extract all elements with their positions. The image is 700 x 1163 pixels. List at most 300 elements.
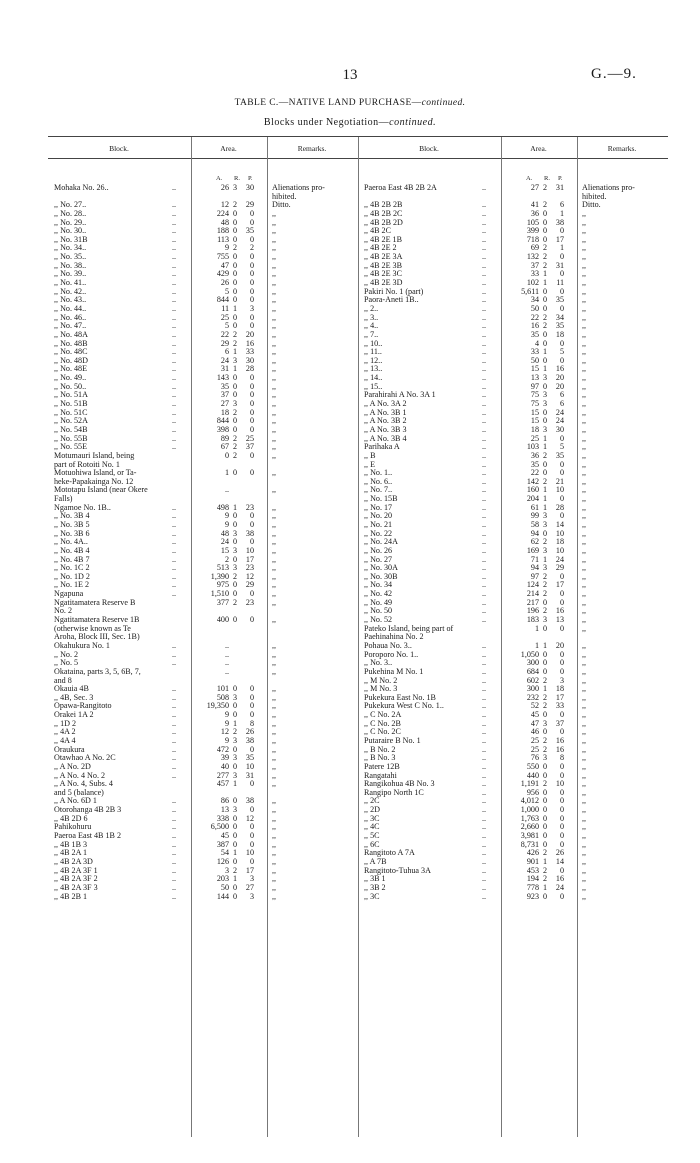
area-roods: 3	[232, 528, 238, 538]
block-name: ,, No. 55E	[54, 442, 88, 452]
area-acres: 33	[530, 347, 539, 357]
area-acres: 62	[530, 537, 539, 547]
area-perches: 30	[555, 424, 564, 434]
table-row	[358, 530, 668, 539]
remarks: ,,	[272, 537, 277, 547]
block-name: ,, B	[364, 450, 376, 460]
remarks: ,,	[582, 684, 587, 694]
leader-dots: ..	[172, 563, 177, 573]
area-acres: 22	[530, 468, 539, 478]
area-acres: 1,050	[520, 649, 539, 659]
block-name: ,, No. 26	[364, 545, 393, 555]
leader-dots: ..	[482, 269, 487, 279]
remarks: ,,	[272, 813, 277, 823]
block-name: ,, No. 38..	[54, 260, 87, 270]
area-roods: 0	[232, 796, 238, 806]
area-roods: 1	[542, 684, 548, 694]
remarks: ,,	[272, 658, 277, 668]
area-roods: 3	[542, 424, 548, 434]
remarks: ,,	[272, 364, 277, 374]
table-row	[48, 305, 358, 314]
remarks: ,,	[582, 312, 587, 322]
block-name: ,, No. 48D	[54, 355, 88, 365]
area-roods: 1	[542, 856, 548, 866]
area-roods: 2	[232, 597, 238, 607]
area-acres: 35	[220, 381, 229, 391]
block-name: Poroporo No. 1..	[364, 649, 419, 659]
remarks: ,,	[272, 312, 277, 322]
block-name: part of Rotoiti No. 1	[54, 459, 120, 469]
unit-a: A.	[526, 175, 533, 182]
remarks: ,,	[582, 589, 587, 599]
area-acres: 15	[530, 416, 539, 426]
remarks: ,,	[582, 217, 587, 227]
area-perches: 0	[249, 537, 254, 547]
table-row	[48, 547, 358, 556]
block-name: ,, 14..	[364, 373, 383, 383]
area-roods: 3	[542, 390, 548, 400]
block-name: ,, No. 1D 2	[54, 571, 90, 581]
area-acres: 105	[526, 217, 539, 227]
area-perches: 8	[559, 753, 564, 763]
area-acres: 12	[220, 200, 229, 210]
leader-dots: ..	[172, 589, 177, 599]
area-roods: 0	[232, 822, 238, 832]
table-row	[358, 702, 668, 711]
area-acres: 11	[221, 303, 229, 313]
area-acres: 132	[526, 252, 539, 262]
table-row	[358, 253, 668, 262]
leader-dots: ..	[482, 718, 487, 728]
area-perches: 34	[555, 312, 564, 322]
area-perches: 0	[249, 468, 254, 478]
right-remarks-header: Remarks.	[607, 144, 637, 153]
area-roods: 0	[542, 329, 548, 339]
remarks: ,,	[582, 882, 587, 892]
remarks: ,,	[582, 640, 587, 650]
remarks: ,,	[582, 770, 587, 780]
remarks: ,,	[582, 666, 587, 676]
area-roods: 2	[542, 692, 548, 702]
area-roods: 3	[232, 770, 238, 780]
area-roods: 3	[232, 805, 238, 815]
remarks: ,,	[582, 502, 587, 512]
area-roods: 0	[232, 537, 238, 547]
remarks: ,,	[272, 424, 277, 434]
area-acres: 844	[216, 416, 229, 426]
area-roods: 1	[232, 347, 238, 357]
area-acres: ..	[224, 640, 229, 650]
remarks: ,,	[272, 563, 277, 573]
area-roods: 3	[542, 545, 548, 555]
area-roods: 0	[542, 217, 548, 227]
area-perches: 6	[559, 390, 564, 400]
block-name: Rangitoto-Tuhua 3A	[364, 865, 431, 875]
table-row	[48, 357, 358, 366]
table-row	[48, 538, 358, 547]
area-roods: 0	[232, 468, 238, 478]
area-perches: 11	[556, 278, 564, 288]
table-row	[48, 512, 358, 521]
area-perches: 38	[245, 528, 254, 538]
area-acres: 718	[526, 234, 539, 244]
leader-dots: ..	[172, 727, 177, 737]
area-roods: 0	[542, 831, 548, 841]
area-acres: 214	[526, 589, 539, 599]
area-acres: 13	[530, 373, 539, 383]
area-acres: 472	[216, 744, 229, 754]
block-name: Opawa-Rangitoto	[54, 701, 112, 711]
area-perches: 0	[559, 865, 564, 875]
area-acres: 429	[216, 269, 229, 279]
leader-dots: ..	[482, 537, 487, 547]
area-acres: 224	[216, 208, 229, 218]
block-name: ,, 4A 4	[54, 736, 76, 745]
table-row	[48, 227, 358, 236]
block-name: Otorohanga 4B 2B 3	[54, 805, 122, 815]
area-roods: 0	[232, 278, 238, 288]
block-name: ,, No. 50	[364, 606, 393, 616]
area-roods: 0	[542, 666, 548, 676]
remarks: ,,	[272, 856, 277, 866]
area-roods: 2	[542, 675, 548, 685]
block-name: Putaraire B No. 1	[364, 736, 421, 745]
area-perches: 0	[559, 796, 564, 806]
leader-dots: ..	[482, 338, 487, 348]
leader-dots: ..	[172, 399, 177, 409]
area-roods: 0	[542, 787, 548, 797]
area-acres: 34	[530, 295, 539, 305]
leader-dots: ..	[482, 364, 487, 374]
block-name: Pukekura West C No. 1..	[364, 701, 444, 711]
block-name: ,, A No. 3B 1	[364, 407, 407, 417]
area-roods: 3	[232, 545, 238, 555]
table-title-continued: continued.	[421, 98, 466, 108]
block-name: Parihaka A	[364, 442, 400, 452]
area-acres: 684	[526, 666, 539, 676]
area-perches: 0	[559, 839, 564, 849]
leader-dots: ..	[482, 796, 487, 806]
leader-dots: ..	[172, 736, 177, 745]
area-perches: 24	[555, 407, 564, 417]
area-acres: 453	[526, 865, 539, 875]
area-acres: 9	[224, 710, 229, 720]
leader-dots: ..	[172, 692, 177, 702]
leader-dots: ..	[172, 848, 177, 858]
area-perches: 0	[249, 839, 254, 849]
area-perches: 0	[249, 278, 254, 288]
area-acres: 194	[526, 874, 539, 884]
leader-dots: ..	[482, 442, 487, 452]
unit-a: A.	[216, 175, 223, 182]
table-row	[358, 884, 668, 893]
area-perches: 0	[249, 511, 254, 521]
area-perches: 0	[249, 684, 254, 694]
area-roods: 1	[542, 494, 548, 504]
table-row	[358, 651, 668, 660]
remarks: ,,	[272, 649, 277, 659]
area-roods: 1	[232, 779, 238, 789]
area-perches: 25	[245, 433, 254, 443]
block-name: ,, A No. 2D	[54, 761, 91, 771]
leader-dots: ..	[172, 338, 177, 348]
area-roods: 3	[232, 355, 238, 365]
block-name: ,, No. 51A	[54, 390, 88, 400]
area-roods: 0	[232, 554, 238, 564]
area-acres: 6,500	[210, 822, 229, 832]
area-roods: 3	[542, 718, 548, 728]
block-name: ,, 12..	[364, 355, 383, 365]
remarks: ,,	[272, 597, 277, 607]
area-roods: 0	[542, 381, 548, 391]
remarks: ,,	[272, 831, 277, 841]
leader-dots: ..	[172, 373, 177, 383]
area-perches: 18	[555, 684, 564, 694]
table-row	[358, 201, 668, 210]
area-roods: 3	[232, 692, 238, 702]
area-acres: 35	[530, 329, 539, 339]
table-row	[48, 754, 358, 763]
area-roods: 1	[542, 882, 548, 892]
block-name: Okataina, parts 3, 5, 6B, 7,	[54, 666, 141, 676]
area-perches: 12	[245, 571, 254, 581]
remarks: hibited.	[272, 191, 297, 201]
remarks: ,,	[582, 796, 587, 806]
table-row	[48, 521, 358, 530]
area-acres: 47	[530, 718, 539, 728]
remarks: ,,	[582, 848, 587, 858]
block-name: ,, 1D 2	[54, 718, 77, 728]
area-acres: 1,510	[210, 589, 229, 599]
area-acres: 143	[216, 373, 229, 383]
area-roods: 0	[232, 226, 238, 236]
area-perches: 0	[559, 494, 564, 504]
area-perches: 0	[249, 407, 254, 417]
table-row	[358, 547, 668, 556]
table-row	[48, 262, 358, 271]
table-row	[358, 875, 668, 884]
area-roods: 0	[232, 312, 238, 322]
area-perches: 0	[249, 856, 254, 866]
area-acres: 377	[216, 597, 229, 607]
area-perches: 33	[245, 347, 254, 357]
area-perches: 0	[249, 615, 254, 625]
leader-dots: ..	[172, 295, 177, 305]
leader-dots: ..	[482, 761, 487, 771]
leader-dots: ..	[482, 416, 487, 426]
remarks: ,,	[272, 450, 277, 460]
block-name: Okauia 4B	[54, 684, 89, 694]
area-perches: 16	[245, 338, 254, 348]
leader-dots: ..	[482, 571, 487, 581]
remarks: ,,	[272, 796, 277, 806]
block-name: ,, A No. 4 No. 2	[54, 770, 106, 780]
block-name: ,, 4B 2E 1B	[364, 234, 402, 244]
right-block-header: Block.	[419, 144, 439, 153]
area-acres: 6	[224, 347, 229, 357]
area-perches: 16	[555, 606, 564, 616]
area-roods: 2	[542, 779, 548, 789]
block-name: Okahukura No. 1	[54, 640, 110, 650]
area-roods: 2	[232, 433, 238, 443]
leader-dots: ..	[482, 865, 487, 875]
remarks: ,,	[272, 882, 277, 892]
area-acres: 94	[530, 528, 539, 538]
area-perches: 0	[249, 822, 254, 832]
leader-dots: ..	[172, 684, 177, 694]
area-perches: 0	[249, 234, 254, 244]
area-roods: 0	[232, 831, 238, 841]
remarks: ,,	[582, 450, 587, 460]
leader-dots: ..	[172, 865, 177, 875]
area-perches: 23	[245, 563, 254, 573]
area-roods: 0	[232, 286, 238, 296]
area-acres: 399	[526, 226, 539, 236]
area-roods: 2	[542, 537, 548, 547]
area-acres: 25	[530, 744, 539, 754]
area-acres: 13	[220, 805, 229, 815]
leader-dots: ..	[482, 822, 487, 832]
area-roods: 3	[232, 753, 238, 763]
area-perches: 0	[559, 761, 564, 771]
leader-dots: ..	[482, 658, 487, 668]
leader-dots: ..	[172, 874, 177, 884]
block-name: Parahirahi A No. 3A 1	[364, 390, 436, 400]
area-perches: 0	[559, 597, 564, 607]
table-row	[358, 538, 668, 547]
block-name: Ngatitamatera Reserve 1B	[54, 615, 140, 625]
remarks: ,,	[272, 519, 277, 529]
table-row	[48, 668, 358, 677]
area-roods: 0	[542, 208, 548, 218]
block-name: ,, No. 30B	[364, 571, 398, 581]
area-roods: 2	[542, 736, 548, 745]
table-row	[48, 884, 358, 893]
area-perches: 24	[555, 416, 564, 426]
remarks: ,,	[582, 856, 587, 866]
area-perches: 20	[555, 373, 564, 383]
table-row	[48, 573, 358, 582]
leader-dots: ..	[482, 208, 487, 218]
area-acres: 4,012	[520, 796, 539, 806]
area-perches: 0	[559, 891, 564, 901]
leader-dots: ..	[482, 580, 487, 590]
remarks: ,,	[582, 321, 587, 331]
area-acres: 36	[530, 450, 539, 460]
area-acres: 61	[530, 502, 539, 512]
area-acres: 41	[530, 200, 539, 210]
leader-dots: ..	[482, 494, 487, 504]
leader-dots: ..	[482, 519, 487, 529]
area-perches: 16	[555, 736, 564, 745]
area-perches: 0	[559, 511, 564, 521]
area-acres: 426	[526, 848, 539, 858]
area-perches: 0	[249, 424, 254, 434]
block-name: ,, A No. 3B 3	[364, 424, 407, 434]
area-perches: 0	[559, 710, 564, 720]
block-name: and 5 (balance)	[54, 787, 104, 797]
area-roods: 3	[542, 399, 548, 409]
remarks: ,,	[582, 761, 587, 771]
remarks: ,,	[272, 727, 277, 737]
area-perches: 23	[245, 597, 254, 607]
leader-dots: ..	[482, 303, 487, 313]
remarks: ,,	[582, 701, 587, 711]
block-name: ,, 4B 2E 3C	[364, 269, 402, 279]
remarks: ,,	[582, 243, 587, 253]
area-acres: 45	[530, 710, 539, 720]
area-perches: 12	[245, 813, 254, 823]
table-row	[358, 867, 668, 876]
block-name: ,, 4B 2A 3D	[54, 856, 93, 866]
area-acres: 5	[224, 286, 229, 296]
block-name: ,, 2C	[364, 796, 380, 806]
area-acres: 2	[224, 554, 229, 564]
table-row	[48, 737, 358, 746]
area-acres: 142	[526, 476, 539, 486]
table-row	[358, 296, 668, 305]
table-row	[48, 383, 358, 392]
area-acres: 48	[220, 217, 229, 227]
table-row	[358, 478, 668, 487]
area-roods: 0	[232, 519, 238, 529]
area-perches: 3	[559, 675, 564, 685]
remarks: ,,	[582, 338, 587, 348]
block-name: ,, No. 54B	[54, 424, 88, 434]
area-perches: 0	[559, 666, 564, 676]
table-row	[358, 357, 668, 366]
area-acres: 160	[526, 485, 539, 495]
remarks: ,,	[582, 874, 587, 884]
remarks: ,,	[582, 805, 587, 815]
table-row	[358, 365, 668, 374]
block-name: ,, 4B 2E 3A	[364, 252, 403, 262]
block-name: Mototapu Island (near Okere	[54, 485, 148, 495]
area-perches: 31	[245, 770, 254, 780]
block-name: ,, No. 47..	[54, 321, 87, 331]
area-roods: 0	[232, 373, 238, 383]
leader-dots: ..	[482, 252, 487, 262]
leader-dots: ..	[172, 710, 177, 720]
remarks: ,,	[272, 468, 277, 478]
block-name: ,, M No. 2	[364, 675, 398, 685]
leader-dots: ..	[482, 787, 487, 797]
remarks: ,,	[582, 347, 587, 357]
remarks: ,,	[582, 485, 587, 495]
leader-dots: ..	[482, 589, 487, 599]
block-name: ,, No. 15B	[364, 494, 398, 504]
area-acres: 76	[530, 753, 539, 763]
area-acres: 22	[220, 329, 229, 339]
table-row	[48, 365, 358, 374]
remarks: ,,	[582, 545, 587, 555]
area-roods: 0	[232, 321, 238, 331]
block-name: ,, A No. 3A 2	[364, 399, 407, 409]
area-roods: 3	[542, 615, 548, 625]
block-name: ,, 4B 2E 3D	[364, 278, 403, 288]
table-row	[358, 815, 668, 824]
block-name: ,, 4B 1B 3	[54, 839, 88, 849]
table-row	[358, 797, 668, 806]
block-name: Ngamoe No. 1B..	[54, 502, 111, 512]
remarks: ,,	[582, 468, 587, 478]
block-name: ,, 4B 2B 2D	[364, 217, 403, 227]
leader-dots: ..	[172, 347, 177, 357]
leader-dots: ..	[172, 554, 177, 564]
area-perches: 23	[245, 502, 254, 512]
block-name: ,, No. 49	[364, 597, 393, 607]
block-name: ,, A No. 4, Subs. 4	[54, 779, 113, 789]
